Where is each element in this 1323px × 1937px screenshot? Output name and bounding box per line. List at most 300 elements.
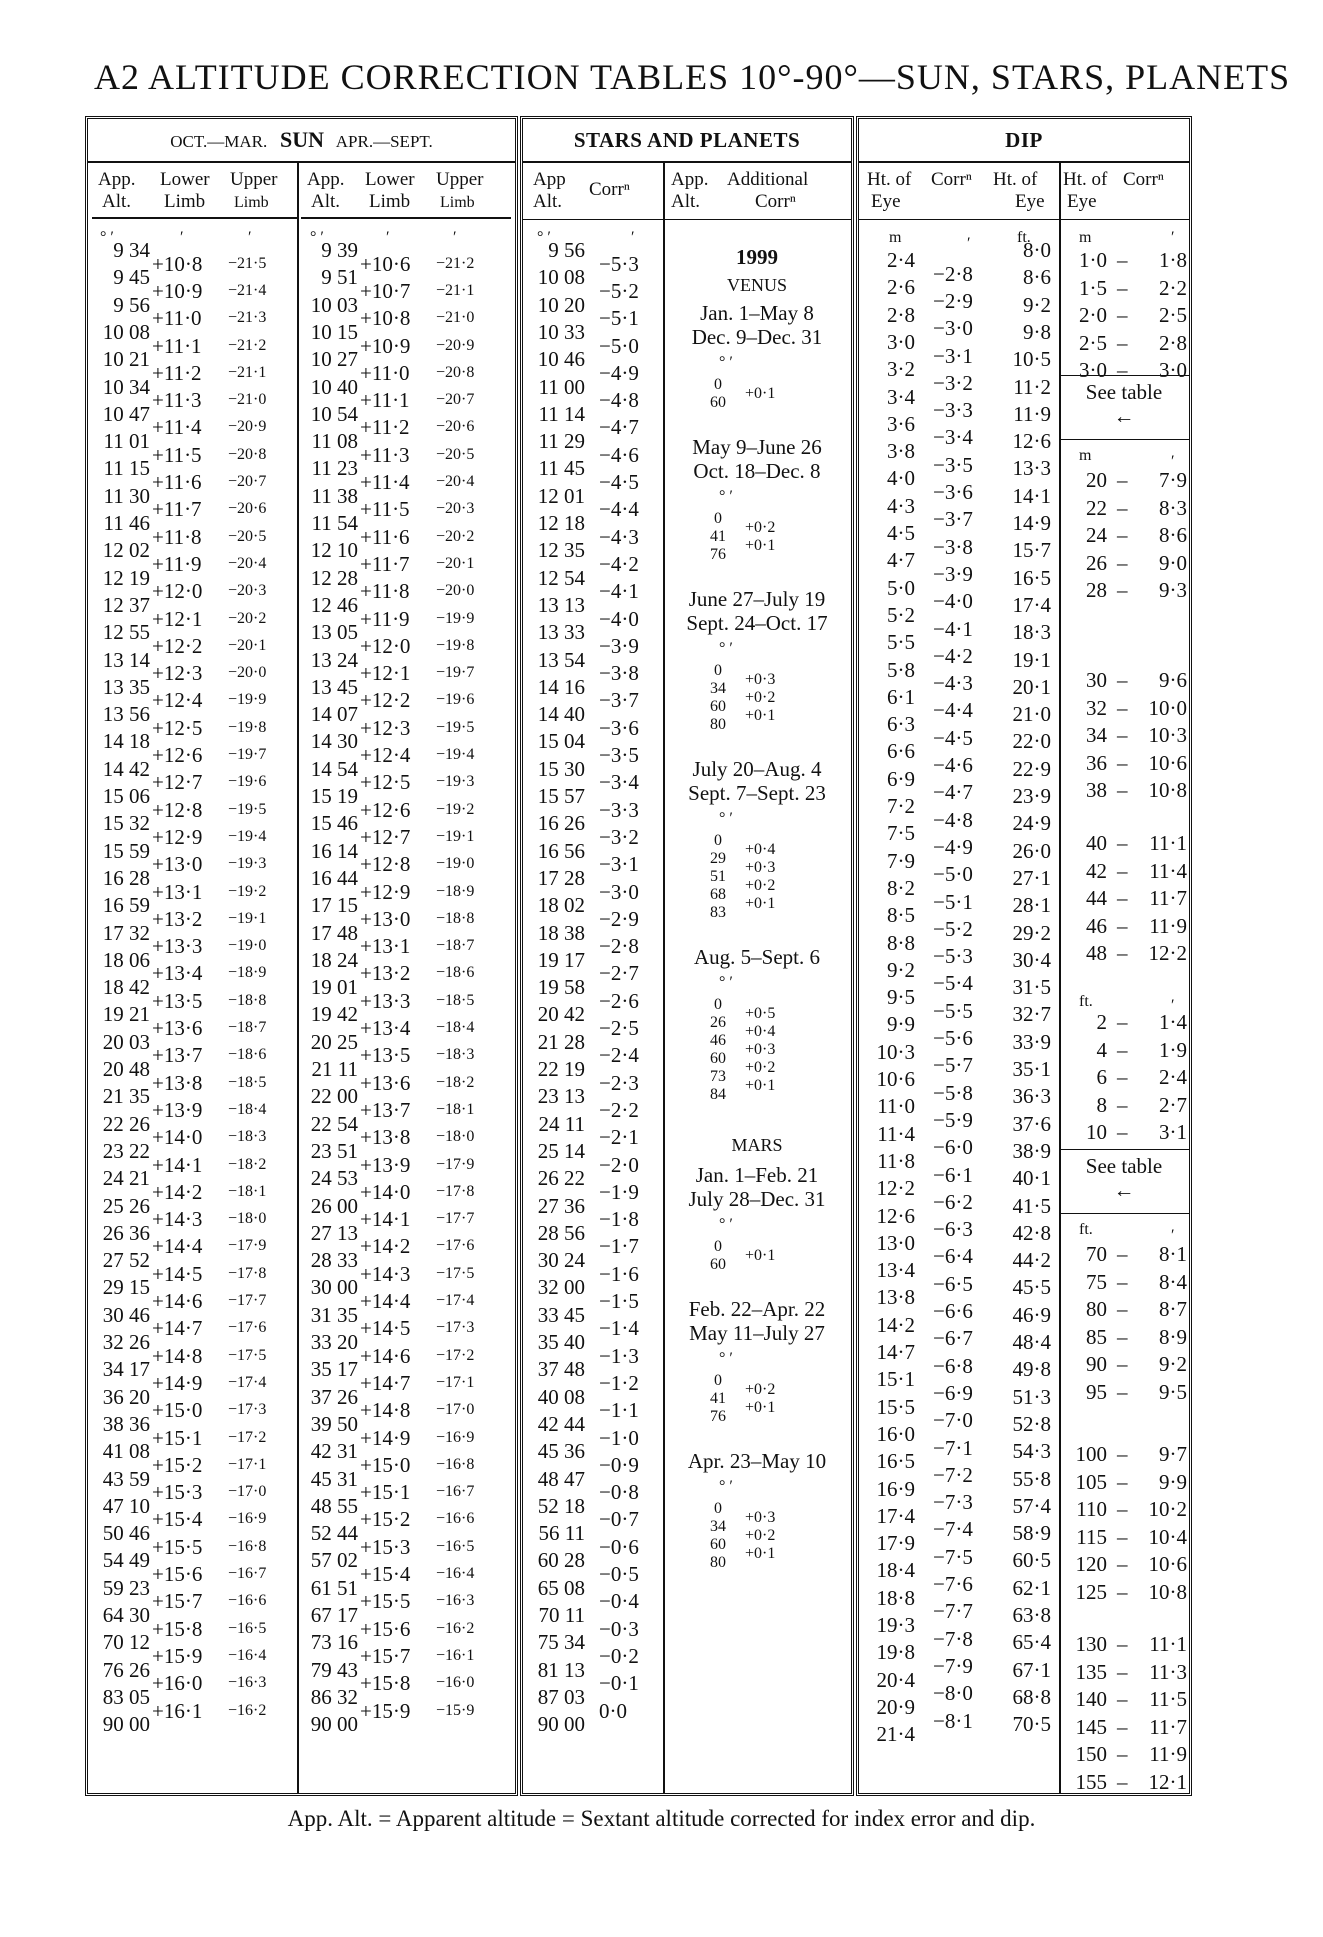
sun-oct-mar-lower-limb: +12·9 [152, 824, 203, 849]
page-title: A2 ALTITUDE CORRECTION TABLES 10°-90°—SUN, STARS, PLANETS [94, 57, 1291, 97]
dip-ft-group-1-dash: – [1117, 1120, 1128, 1144]
sun-apr-sept-upper-limb: −17·0 [436, 1401, 475, 1419]
sun-apr-sept-lower-limb: +14·1 [360, 1207, 411, 1232]
dip-corr: −5·0 [933, 862, 973, 887]
sun-col-limb-lower-2: Limb [369, 191, 411, 212]
sun-oct-mar-alt: 70 12 [102, 1630, 150, 1655]
sun-oct-mar-lower-limb: +12·4 [152, 688, 203, 713]
venus-corr: +0·1 [745, 385, 776, 402]
sun-oct-mar-lower-limb: +13·8 [152, 1070, 203, 1095]
sun-col-app-2: App. [307, 169, 345, 190]
sun-oct-mar-upper-limb: −16·3 [228, 1674, 267, 1692]
sun-apr-sept-upper-limb: −15·9 [436, 1701, 475, 1719]
sun-oct-mar-lower-limb: +12·6 [152, 743, 203, 768]
sun-oct-mar-alt: 16 59 [102, 893, 150, 918]
sun-apr-sept-alt: 18 24 [310, 947, 358, 972]
stars-corr: −4·7 [599, 415, 639, 440]
sun-apr-sept-alt: 11 54 [311, 511, 358, 535]
dip-ft-group-2-corr: 8·7 [1159, 1297, 1187, 1321]
dip-m-group-3-dash: – [1117, 695, 1128, 720]
dip-unit-ft-right: ft. [1079, 993, 1093, 1010]
sun-apr-sept-upper-limb: −18·8 [436, 909, 475, 927]
sun-apr-sept-alt: 13 05 [310, 620, 358, 645]
sun-oct-mar-upper-limb: −16·5 [228, 1619, 267, 1637]
sun-oct-mar-alt: 9 34 [113, 238, 150, 262]
sun-oct-mar-lower-limb: +11·9 [152, 551, 202, 576]
dip-height-m: 11·0 [877, 1094, 915, 1119]
dip-ft-group-3-dash: – [1117, 1442, 1128, 1466]
dip-group-rule [1059, 375, 1189, 376]
sun-oct-mar-alt: 9 45 [113, 265, 150, 290]
stars-panel [520, 116, 854, 1796]
sun-apr-sept-upper-limb: −21·1 [436, 281, 475, 299]
venus-alt: 84 [710, 1086, 726, 1103]
dip-ft-group-3-corr: 9·7 [1159, 1442, 1187, 1466]
dip-m-group-4-dash: – [1117, 831, 1128, 855]
stars-alt: 10 20 [537, 292, 585, 317]
dip-height-m: 5·8 [887, 657, 915, 682]
sun-apr-sept-alt: 12 10 [310, 538, 358, 563]
stars-corr: −3·4 [599, 770, 639, 795]
stars-corr: −1·7 [599, 1234, 639, 1259]
dip-height-m: 20·4 [876, 1667, 915, 1692]
stars-corr: −0·4 [599, 1589, 639, 1614]
sun-oct-mar-lower-limb: +12·0 [152, 579, 203, 604]
sun-unit-min: ′ [180, 229, 184, 246]
sun-oct-mar-alt: 13 14 [102, 647, 150, 672]
sun-oct-mar-alt: 13 56 [102, 702, 150, 727]
sun-oct-mar-upper-limb: −19·5 [228, 800, 267, 818]
stars-corr: −1·6 [599, 1261, 639, 1286]
dip-height-ft: 65·4 [1012, 1630, 1051, 1655]
dip-col-eye-2: Eye [1015, 191, 1045, 212]
sun-apr-sept-upper-limb: −20·4 [436, 473, 475, 491]
dip-ft-group-1-dash: – [1117, 1010, 1128, 1034]
stars-unit-deg-min: ° ′ [537, 229, 551, 246]
venus-alt: 60 [710, 1050, 726, 1067]
stars-col-corr: Corrⁿ [589, 179, 630, 200]
venus-corr: +0·1 [745, 707, 776, 724]
stars-alt: 10 08 [537, 265, 585, 290]
dip-ft-group-4-height: 140 [1075, 1687, 1107, 1711]
sun-apr-sept-alt: 21 11 [311, 1057, 358, 1081]
stars-alt: 18 02 [537, 893, 585, 918]
sun-apr-sept-upper-limb: −21·0 [436, 309, 475, 327]
dip-height-ft: 27·1 [1012, 865, 1051, 890]
dip-unit-min-right-3: ′ [1171, 997, 1175, 1014]
mars-corr: +0·2 [745, 1381, 776, 1398]
sun-oct-mar-upper-limb: −16·9 [228, 1510, 267, 1528]
stars-alt: 48 47 [537, 1466, 585, 1491]
dip-m-group-2-dash: – [1117, 550, 1128, 575]
stars-alt: 23 13 [537, 1084, 585, 1109]
dip-m-group-2-corr: 9·0 [1159, 550, 1187, 575]
dip-corr: −3·8 [933, 534, 973, 559]
dip-m-group-4-corr: 11·4 [1149, 858, 1187, 883]
dip-ft-group-3-dash: – [1117, 1579, 1128, 1604]
sun-col-limb-upper: Limb [234, 194, 269, 211]
sun-apr-sept-upper-limb: −18·0 [436, 1128, 475, 1146]
sun-oct-mar-upper-limb: −16·6 [228, 1592, 267, 1610]
sun-apr-sept-alt: 67 17 [310, 1603, 358, 1627]
sun-apr-sept-upper-limb: −20·3 [436, 500, 475, 518]
dip-ft-group-2-dash: – [1117, 1297, 1128, 1321]
dip-height-m: 19·3 [876, 1613, 915, 1637]
dip-height-m: 3·2 [887, 357, 915, 382]
dip-see-table-note: See table [1085, 1154, 1163, 1178]
venus-corr: +0·2 [745, 877, 776, 894]
sun-header-apr-sept: APR.—SEPT. [335, 132, 433, 151]
dip-m-group-2-dash: – [1117, 468, 1128, 492]
sun-oct-mar-alt: 15 59 [102, 838, 150, 863]
dip-height-ft: 36·3 [1012, 1084, 1051, 1109]
sun-oct-mar-alt: 12 19 [102, 565, 150, 590]
sun-apr-sept-lower-limb: +10·8 [360, 306, 411, 331]
dip-corr: −3·0 [933, 316, 973, 341]
stars-alt: 12 18 [537, 511, 585, 535]
sun-apr-sept-lower-limb: +13·0 [360, 906, 411, 931]
sun-apr-sept-upper-limb: −20·1 [436, 554, 475, 572]
sun-apr-sept-alt: 31 35 [310, 1302, 358, 1327]
stars-corr: −0·3 [599, 1616, 639, 1641]
dip-height-m: 3·6 [887, 411, 915, 436]
sun-oct-mar-upper-limb: −19·6 [228, 773, 267, 791]
dip-unit-min-right: ′ [1171, 229, 1175, 246]
sun-apr-sept-alt: 33 20 [310, 1330, 358, 1354]
stars-corr: −5·3 [599, 251, 639, 276]
sun-oct-mar-alt: 10 08 [102, 319, 150, 344]
dip-height-ft: 28·1 [1012, 893, 1051, 918]
dip-ft-group-1-height: 2 [1096, 1010, 1107, 1034]
sun-oct-mar-lower-limb: +16·0 [152, 1671, 203, 1696]
dip-height-m: 13·4 [876, 1258, 915, 1283]
dip-corr: −7·9 [933, 1653, 973, 1678]
sun-apr-sept-upper-limb: −16·9 [436, 1428, 475, 1446]
sun-oct-mar-upper-limb: −20·9 [228, 418, 267, 436]
stars-alt: 15 04 [537, 729, 585, 754]
dip-ft-group-3-height: 115 [1076, 1524, 1107, 1549]
dip-m-group-2-height: 24 [1086, 523, 1107, 547]
stars-corr: −3·3 [599, 797, 639, 822]
sun-oct-mar-alt: 17 32 [102, 920, 150, 945]
dip-col-ht-3: Ht. of [1063, 169, 1108, 190]
stars-corr: −2·3 [599, 1070, 639, 1095]
sun-oct-mar-lower-limb: +12·3 [152, 661, 203, 686]
sun-oct-mar-lower-limb: +15·4 [152, 1507, 203, 1532]
dip-see-table-arrow: ← [1113, 404, 1135, 428]
sun-oct-mar-lower-limb: +11·5 [152, 442, 202, 467]
sun-oct-mar-alt: 11 46 [103, 511, 150, 535]
dip-corr: −4·0 [933, 589, 973, 614]
sun-apr-sept-alt: 19 42 [310, 1002, 358, 1027]
sun-oct-mar-lower-limb: +10·8 [152, 251, 203, 276]
dip-height-m: 8·5 [887, 903, 915, 928]
dip-ft-group-1-corr: 2·4 [1159, 1065, 1187, 1089]
sun-apr-sept-alt: 30 00 [310, 1275, 358, 1300]
sun-apr-sept-lower-limb: +13·1 [360, 934, 411, 959]
sun-oct-mar-alt: 26 36 [102, 1220, 150, 1245]
dip-height-ft: 44·2 [1012, 1248, 1051, 1273]
sun-apr-sept-lower-limb: +12·1 [360, 661, 411, 686]
dip-height-m: 4·3 [887, 493, 915, 518]
stars-alt: 14 16 [537, 674, 585, 699]
sun-oct-mar-alt: 47 10 [102, 1493, 150, 1518]
dip-m-group-4-dash: – [1117, 858, 1128, 883]
dip-unit-m-right: m [1079, 229, 1092, 246]
sun-apr-sept-upper-limb: −17·3 [436, 1319, 475, 1337]
dip-m-group-3-height: 38 [1086, 778, 1107, 802]
mars-date-range: May 11–July 27 [689, 1321, 825, 1345]
stars-alt: 9 56 [548, 238, 585, 262]
dip-corr: −6·7 [933, 1326, 973, 1351]
dip-corr: −4·2 [933, 643, 973, 668]
stars-corr: −4·6 [599, 442, 639, 467]
dip-height-ft: 30·4 [1012, 947, 1051, 972]
sun-apr-sept-lower-limb: +12·7 [360, 824, 411, 849]
sun-apr-sept-lower-limb: +15·6 [360, 1616, 411, 1641]
dip-ft-group-3-corr: 10·4 [1148, 1524, 1187, 1549]
stars-alt: 16 56 [537, 838, 585, 863]
dip-m-group-2-corr: 7·9 [1159, 468, 1187, 492]
stars-corr: −0·8 [599, 1480, 639, 1505]
dip-ft-group-3-height: 100 [1075, 1442, 1107, 1466]
dip-col-header-left [859, 161, 1059, 219]
sun-oct-mar-lower-limb: +13·4 [152, 961, 203, 986]
dip-corr: −4·7 [933, 780, 973, 805]
stars-corr: −2·0 [599, 1152, 639, 1177]
dip-m-group-2-dash: – [1117, 495, 1128, 520]
sun-oct-mar-upper-limb: −17·7 [228, 1292, 267, 1310]
sun-apr-sept-alt: 45 31 [310, 1466, 358, 1491]
sun-oct-mar-upper-limb: −18·0 [228, 1210, 267, 1228]
dip-m-group-3-height: 36 [1086, 750, 1107, 775]
sun-oct-mar-alt: 15 32 [102, 811, 150, 836]
stars-corr: −3·6 [599, 715, 639, 740]
sun-oct-mar-upper-limb: −17·0 [228, 1483, 267, 1501]
dip-ft-group-3-height: 125 [1075, 1579, 1107, 1604]
dip-height-m: 11·4 [877, 1121, 915, 1146]
mars-alt: 41 [710, 1390, 726, 1407]
sun-apr-sept-lower-limb: +12·6 [360, 797, 411, 822]
stars-alt: 12 54 [537, 565, 585, 590]
dip-corr: −3·3 [933, 398, 973, 423]
dip-m-group-3-dash: – [1117, 668, 1128, 692]
sun-oct-mar-lower-limb: +15·8 [152, 1616, 203, 1641]
sun-apr-sept-alt: 48 55 [310, 1493, 358, 1518]
stars-alt: 15 57 [537, 784, 585, 808]
dip-corr: −2·8 [933, 261, 973, 286]
sun-apr-sept-lower-limb: +14·3 [360, 1261, 411, 1286]
dip-ft-group-4-height: 130 [1075, 1632, 1107, 1656]
dip-m-group-3-dash: – [1117, 778, 1128, 802]
dip-ft-group-1-dash: – [1117, 1065, 1128, 1089]
sun-apr-sept-alt: 9 39 [321, 238, 358, 262]
stars-corr: −3·1 [599, 852, 639, 877]
sun-oct-mar-alt: 76 26 [102, 1657, 150, 1682]
dip-height-ft: 18·3 [1012, 620, 1051, 645]
sun-apr-sept-lower-limb: +10·9 [360, 333, 411, 358]
dip-height-m: 3·4 [887, 384, 915, 409]
stars-alt: 17 28 [537, 865, 585, 890]
dip-ft-group-1-corr: 1·4 [1159, 1010, 1187, 1034]
dip-corr: −7·6 [933, 1572, 973, 1597]
sun-oct-mar-upper-limb: −18·2 [228, 1155, 267, 1173]
sun-apr-sept-upper-limb: −19·6 [436, 691, 475, 709]
sun-apr-sept-lower-limb: +13·2 [360, 961, 411, 986]
sun-apr-sept-upper-limb: −16·5 [436, 1537, 475, 1555]
sun-apr-sept-alt: 10 54 [310, 401, 358, 426]
sun-apr-sept-lower-limb: +13·9 [360, 1152, 411, 1177]
dip-ft-group-2-corr: 8·1 [1159, 1242, 1187, 1266]
sun-oct-mar-lower-limb: +13·0 [152, 852, 203, 877]
dip-unit-ft: ft. [1017, 229, 1031, 246]
sun-unit-min: ′ [453, 229, 457, 246]
sun-oct-mar-upper-limb: −21·4 [228, 281, 267, 299]
mars-corr: +0·1 [745, 1247, 776, 1264]
stars-alt: 11 00 [538, 374, 585, 399]
sun-oct-mar-lower-limb: +12·8 [152, 797, 203, 822]
venus-alt: 60 [710, 394, 726, 411]
dip-corr: −5·9 [933, 1107, 973, 1132]
dip-m-group-3-corr: 10·6 [1148, 750, 1187, 775]
venus-unit: ° ′ [719, 488, 733, 505]
sun-apr-sept-alt: 14 30 [310, 729, 358, 754]
stars-corr: −2·6 [599, 988, 639, 1013]
dip-height-ft: 40·1 [1012, 1166, 1051, 1191]
venus-corr: +0·4 [745, 1023, 776, 1040]
sun-col-alt-2: Alt. [311, 191, 341, 212]
dip-corr: −4·3 [933, 671, 973, 696]
stars-corr: −0·7 [599, 1507, 639, 1532]
dip-ft-group-4-corr: 11·7 [1149, 1714, 1187, 1739]
sun-oct-mar-upper-limb: −20·3 [228, 582, 267, 600]
dip-height-ft: 62·1 [1012, 1575, 1051, 1600]
sun-oct-mar-lower-limb: +11·0 [152, 306, 202, 331]
dip-col-eye-3: Eye [1067, 191, 1097, 212]
stars-alt: 32 00 [537, 1275, 585, 1300]
dip-height-ft: 17·4 [1012, 592, 1051, 617]
sun-col-alt: Alt. [102, 191, 132, 212]
dip-height-ft: 63·8 [1012, 1603, 1051, 1627]
venus-alt: 76 [710, 546, 726, 563]
dip-height-ft: 14·9 [1012, 511, 1051, 535]
dip-corr: −7·3 [933, 1490, 973, 1515]
sun-apr-sept-alt: 19 01 [310, 975, 358, 1000]
sun-oct-mar-alt: 25 26 [102, 1193, 150, 1218]
dip-height-m: 10·6 [876, 1067, 915, 1091]
sun-apr-sept-lower-limb: +15·2 [360, 1507, 411, 1532]
dip-ft-group-2-height: 95 [1086, 1379, 1107, 1404]
sun-oct-mar-upper-limb: −20·1 [228, 636, 267, 654]
dip-ft-group-1-corr: 1·9 [1159, 1037, 1187, 1062]
sun-apr-sept-lower-limb: +12·2 [360, 688, 411, 713]
sun-oct-mar-alt: 32 26 [102, 1330, 150, 1354]
sun-oct-mar-upper-limb: −18·5 [228, 1073, 267, 1091]
sun-apr-sept-alt: 12 46 [310, 592, 358, 617]
dip-ft-group-3-height: 105 [1075, 1469, 1107, 1494]
stars-alt: 11 45 [538, 456, 585, 481]
dip-m-group-4-dash: – [1117, 941, 1128, 965]
dip-height-ft: 8·0 [1023, 238, 1051, 262]
sun-oct-mar-alt: 50 46 [102, 1521, 150, 1546]
dip-height-m: 15·5 [876, 1394, 915, 1419]
sun-apr-sept-upper-limb: −17·2 [436, 1346, 475, 1364]
sun-apr-sept-lower-limb: +11·8 [360, 579, 410, 604]
sun-oct-mar-upper-limb: −19·4 [228, 827, 267, 845]
dip-height-ft: 26·0 [1012, 838, 1051, 863]
dip-ft-group-4-dash: – [1117, 1687, 1128, 1711]
dip-ft-group-1-height: 8 [1096, 1092, 1107, 1117]
sun-oct-mar-upper-limb: −16·4 [228, 1646, 267, 1664]
mars-alt: 76 [710, 1408, 726, 1425]
sun-apr-sept-upper-limb: −17·5 [436, 1264, 475, 1282]
dip-height-ft: 55·8 [1012, 1466, 1051, 1491]
sun-oct-mar-alt: 41 08 [102, 1439, 150, 1464]
dip-ft-group-4-dash: – [1117, 1714, 1128, 1739]
sun-oct-mar-upper-limb: −18·7 [228, 1019, 267, 1037]
dip-m-group-3-corr: 10·3 [1148, 723, 1187, 747]
sun-apr-sept-lower-limb: +12·4 [360, 743, 411, 768]
dip-corr: −3·4 [933, 425, 973, 450]
dip-height-ft: 51·3 [1012, 1384, 1051, 1409]
dip-ft-group-3-dash: – [1117, 1469, 1128, 1494]
sun-oct-mar-lower-limb: +13·7 [152, 1043, 203, 1068]
dip-ft-group-4-dash: – [1117, 1742, 1128, 1766]
stars-alt: 12 01 [537, 483, 585, 508]
dip-corr: −5·8 [933, 1080, 973, 1105]
sun-unit-deg-min: ° ′ [310, 229, 324, 246]
sun-oct-mar-alt: 30 46 [102, 1302, 150, 1327]
mars-corr: +0·3 [745, 1509, 776, 1526]
stars-alt: 16 26 [537, 811, 585, 836]
dip-corr: −7·8 [933, 1626, 973, 1651]
venus-alt: 73 [710, 1068, 726, 1085]
mars-alt: 0 [714, 1372, 722, 1389]
sun-oct-mar-lower-limb: +14·2 [152, 1179, 203, 1204]
stars-alt: 13 13 [537, 592, 585, 617]
sun-apr-sept-upper-limb: −20·0 [436, 582, 475, 600]
sun-oct-mar-upper-limb: −19·8 [228, 718, 267, 736]
mars-corr: +0·2 [745, 1527, 776, 1544]
venus-alt: 34 [710, 680, 726, 697]
dip-height-ft: 9·8 [1023, 319, 1051, 344]
sun-apr-sept-upper-limb: −16·4 [436, 1565, 475, 1583]
sun-oct-mar-alt: 11 01 [103, 429, 150, 454]
dip-small-m-height: 2·0 [1079, 303, 1107, 327]
sun-apr-sept-upper-limb: −16·0 [436, 1674, 475, 1692]
dip-height-ft: 10·5 [1012, 347, 1051, 372]
sun-col-upper-2: Upper [436, 169, 484, 190]
dip-m-group-2-dash: – [1117, 523, 1128, 547]
sun-oct-mar-alt: 90 00 [102, 1712, 150, 1737]
stars-alt: 28 56 [537, 1220, 585, 1245]
sun-apr-sept-alt: 35 17 [310, 1357, 358, 1382]
sun-apr-sept-lower-limb: +11·1 [360, 388, 410, 413]
sun-apr-sept-upper-limb: −19·2 [436, 800, 475, 818]
stars-alt: 87 03 [537, 1684, 585, 1709]
venus-alt: 83 [710, 904, 726, 921]
dip-ft-group-3-dash: – [1117, 1524, 1128, 1549]
sun-panel [85, 116, 518, 1796]
dip-height-ft: 8·6 [1023, 265, 1051, 290]
sun-header-oct-mar: OCT.—MAR. [170, 132, 268, 151]
sun-oct-mar-upper-limb: −17·4 [228, 1373, 267, 1391]
dip-corr: −3·5 [933, 452, 973, 477]
sun-apr-sept-lower-limb: +11·9 [360, 606, 410, 631]
dip-group-rule [1059, 439, 1189, 440]
stars-alt: 81 13 [537, 1657, 585, 1682]
dip-ft-group-3-dash: – [1117, 1497, 1128, 1521]
